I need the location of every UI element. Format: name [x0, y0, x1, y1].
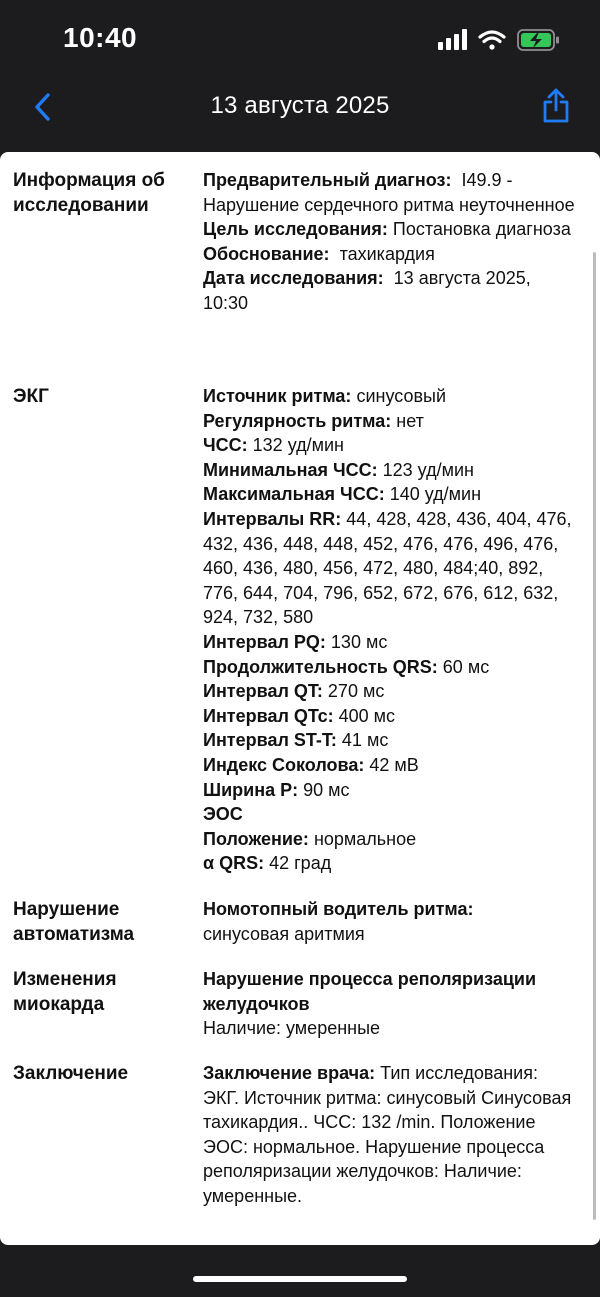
field-key: Интервал QT:: [203, 681, 323, 702]
field-value: 44, 428, 428, 436, 404, 476, 432, 436, 448, 448, 452, 476, 476, 496, 476, 460, 436, 480, 456, 472, 480, 484;40, 892, 776, 644, 704, 796, 652, 672, 676, 612, 632, 924, 732, 580: [203, 508, 572, 628]
ecg-row: [203, 507, 578, 630]
field-value: нет: [396, 410, 424, 431]
cellular-signal-icon: [438, 29, 467, 50]
ecg-row: [203, 827, 578, 852]
ecg-row: [203, 384, 578, 409]
page-title: 13 августа 2025: [210, 92, 390, 119]
field-key: Ширина P:: [203, 779, 299, 800]
navigation-bar: [0, 80, 600, 140]
ecg-row: [203, 802, 578, 827]
field-key: ЧСС:: [203, 435, 248, 456]
field-key: Интервал QTc:: [203, 705, 334, 726]
ecg-row: [203, 679, 578, 704]
scrollbar[interactable]: [593, 252, 596, 1220]
ecg-row: [203, 630, 578, 655]
section-label: Информация об исследовании: [13, 170, 165, 216]
field-value: 41 мс: [341, 730, 389, 751]
ecg-row: [203, 851, 578, 876]
ecg-row: [203, 728, 578, 753]
ecg-row: [203, 704, 578, 729]
status-bar: [0, 0, 600, 80]
field-key: ЭОС: [203, 804, 243, 825]
field-value: 400 мс: [338, 705, 396, 726]
field-key: Заключение врача:: [203, 1063, 376, 1083]
field-value: 270 мс: [327, 681, 385, 702]
home-indicator[interactable]: [193, 1276, 407, 1282]
status-icons: [438, 28, 562, 52]
field-key: Минимальная ЧСС:: [203, 459, 378, 480]
ecg-row: [203, 778, 578, 803]
section-body: [203, 897, 578, 946]
section-label: ЭКГ: [13, 386, 49, 407]
field-value: нормальное: [313, 828, 417, 849]
section-label: Изменения миокарда: [13, 969, 117, 1015]
field-key: α QRS:: [203, 853, 265, 874]
field-key: Продолжительность QRS:: [203, 656, 438, 677]
field-key: Положение:: [203, 828, 309, 849]
field-value: 123 уд/мин: [382, 459, 474, 480]
field-key: Регулярность ритма:: [203, 410, 392, 431]
ecg-row: [203, 482, 578, 507]
wifi-icon: [480, 32, 504, 50]
field-value: 90 мс: [303, 779, 350, 800]
field-key: Максимальная ЧСС:: [203, 484, 385, 505]
field-value: 140 уд/мин: [389, 484, 482, 505]
ecg-row: [203, 409, 578, 434]
field-key: Интервал ST-T:: [203, 730, 337, 751]
field-key: Интервалы RR:: [203, 508, 342, 529]
ecg-row: [203, 458, 578, 483]
field-key: Интервал PQ:: [203, 631, 326, 652]
field-key: Источник ритма:: [203, 386, 352, 406]
section-body: [203, 168, 578, 316]
field-value: 132 уд/мин: [252, 435, 344, 456]
field-value: Наличие: умеренные: [203, 1018, 381, 1039]
field-key: Дата исследования:: [203, 268, 384, 289]
field-value: I49.9 - Нарушение сердечного ритма неуточненное: [203, 170, 575, 215]
ecg-row: [203, 433, 578, 458]
field-value: Постановка диагноза: [392, 219, 571, 240]
section-label: Заключение: [13, 1063, 129, 1084]
field-value: тахикардия: [339, 243, 435, 264]
battery-charging-icon: [518, 30, 559, 50]
field-key: Обоснование:: [203, 243, 330, 264]
field-key: Нарушение процесса реполяризации желудочков: [203, 969, 537, 1014]
field-key: Индекс Соколова:: [203, 754, 365, 775]
field-value: синусовый: [356, 386, 447, 406]
section-body: [203, 384, 578, 876]
field-value: 42 град: [269, 853, 332, 874]
field-key: Номотопный водитель ритма:: [203, 899, 474, 919]
share-icon: [540, 86, 572, 126]
ecg-row: [203, 655, 578, 680]
section-body: [203, 1061, 578, 1209]
ecg-row: [203, 753, 578, 778]
field-value: 60 мс: [442, 656, 490, 677]
field-value: 42 мВ: [369, 754, 419, 775]
status-time: 10:40: [63, 22, 138, 53]
field-value: 130 мс: [330, 631, 388, 652]
section-body: [203, 967, 578, 1041]
field-key: Предварительный диагноз:: [203, 170, 452, 190]
section-label: Нарушение автоматизма: [13, 899, 135, 945]
field-key: Цель исследования:: [203, 219, 388, 240]
field-value: синусовая аритмия: [203, 923, 365, 944]
field-value: 13 августа 2025, 10:30: [203, 268, 531, 313]
field-value: Тип исследования: ЭКГ. Источник ритма: синусовый Синусовая тахикардия.. ЧСС: 132 /min. Положение ЭОС: нормальное. Нарушение процесса реполяризации желудочков: Наличие: умеренные.: [203, 1063, 572, 1206]
share-button[interactable]: [540, 86, 572, 126]
report-sheet: [0, 152, 600, 1245]
